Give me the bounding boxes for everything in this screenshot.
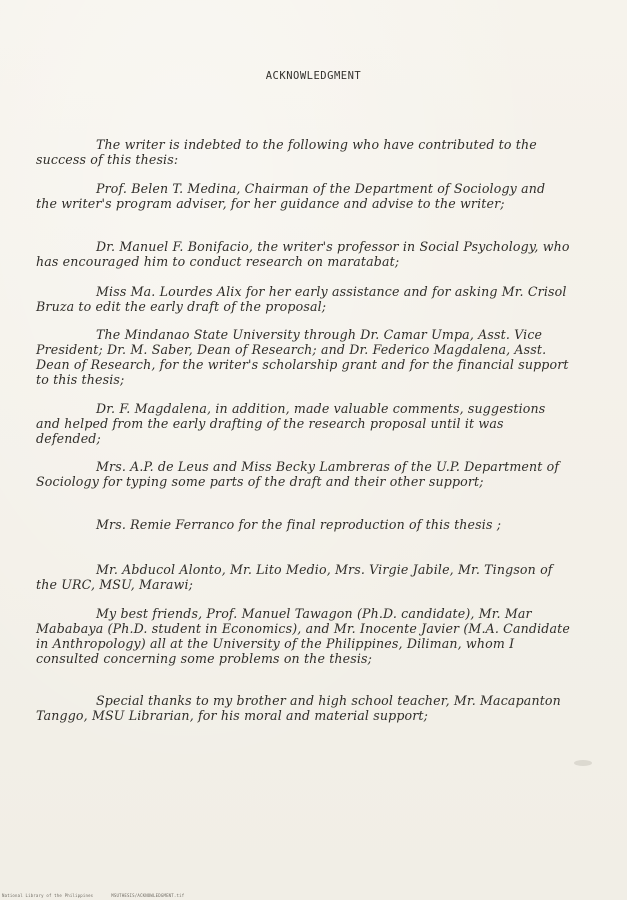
paragraph-text: The Mindanao State University through Dr. Camar Umpa, Asst. Vice President; Dr. M. Saber, Dean of Research; and Dr. Federico Magdalena, Asst. Dean of Research, for the writer's scholarship grant and for the financial support to this thesis; <box>36 327 569 387</box>
paragraph-typists <box>36 459 570 489</box>
paper-smudge <box>574 760 592 766</box>
footer-source: National Library of the Philippines <box>2 893 94 898</box>
paragraph-medina <box>36 181 570 211</box>
paragraph-alonto <box>36 562 570 592</box>
paragraph-text: Mrs. A.P. de Leus and Miss Becky Lambreras of the U.P. Department of Sociology for typing some parts of the draft and their other support; <box>36 459 560 489</box>
paragraph-magdalena <box>36 401 570 446</box>
paragraph-text: Special thanks to my brother and high school teacher, Mr. Macapanton Tanggo, MSU Librarian, for his moral and material support; <box>36 693 561 723</box>
paragraph-msu <box>36 327 570 387</box>
paragraph-text: Mr. Abducol Alonto, Mr. Lito Medio, Mrs. Virgie Jabile, Mr. Tingson of the URC, MSU, Marawi; <box>36 562 553 592</box>
paragraph-text: Dr. Manuel F. Bonifacio, the writer's professor in Social Psychology, who has encouraged him to conduct research on maratabat; <box>36 239 570 269</box>
paragraph-text: Dr. F. Magdalena, in addition, made valuable comments, suggestions and helped from the early drafting of the research proposal until it was defended; <box>36 401 546 446</box>
footer-ref: MSUTHESIS/ACKNOWLEDGMENT.tif <box>111 893 185 898</box>
paragraph-ferranco <box>36 517 570 532</box>
scan-footer <box>2 893 202 898</box>
paragraph-alix <box>36 284 570 314</box>
paragraph-text: My best friends, Prof. Manuel Tawagon (Ph.D. candidate), Mr. Mar Mababaya (Ph.D. student in Economics), and Mr. Inocente Javier (M.A. Candidate in Anthropology) all at the University of the Philippines, Diliman, whom I consulted concerning some problems on the thesis; <box>36 606 570 666</box>
paragraph-text: Prof. Belen T. Medina, Chairman of the Department of Sociology and the writer's program adviser, for her guidance and advise to the writer; <box>36 181 546 211</box>
page-title: ACKNOWLEDGMENT <box>265 70 362 82</box>
paragraph-text: Miss Ma. Lourdes Alix for her early assistance and for asking Mr. Crisol Bruza to edit the early draft of the proposal; <box>36 284 567 314</box>
paragraph-text: Mrs. Remie Ferranco for the final reproduction of this thesis ; <box>96 517 502 532</box>
paragraph-intro <box>36 137 570 167</box>
paragraph-friends <box>36 606 570 666</box>
paragraph-bonifacio <box>36 239 570 269</box>
paragraph-text: The writer is indebted to the following who have contributed to the success of this thesis: <box>36 137 537 167</box>
paragraph-brother <box>36 693 570 723</box>
